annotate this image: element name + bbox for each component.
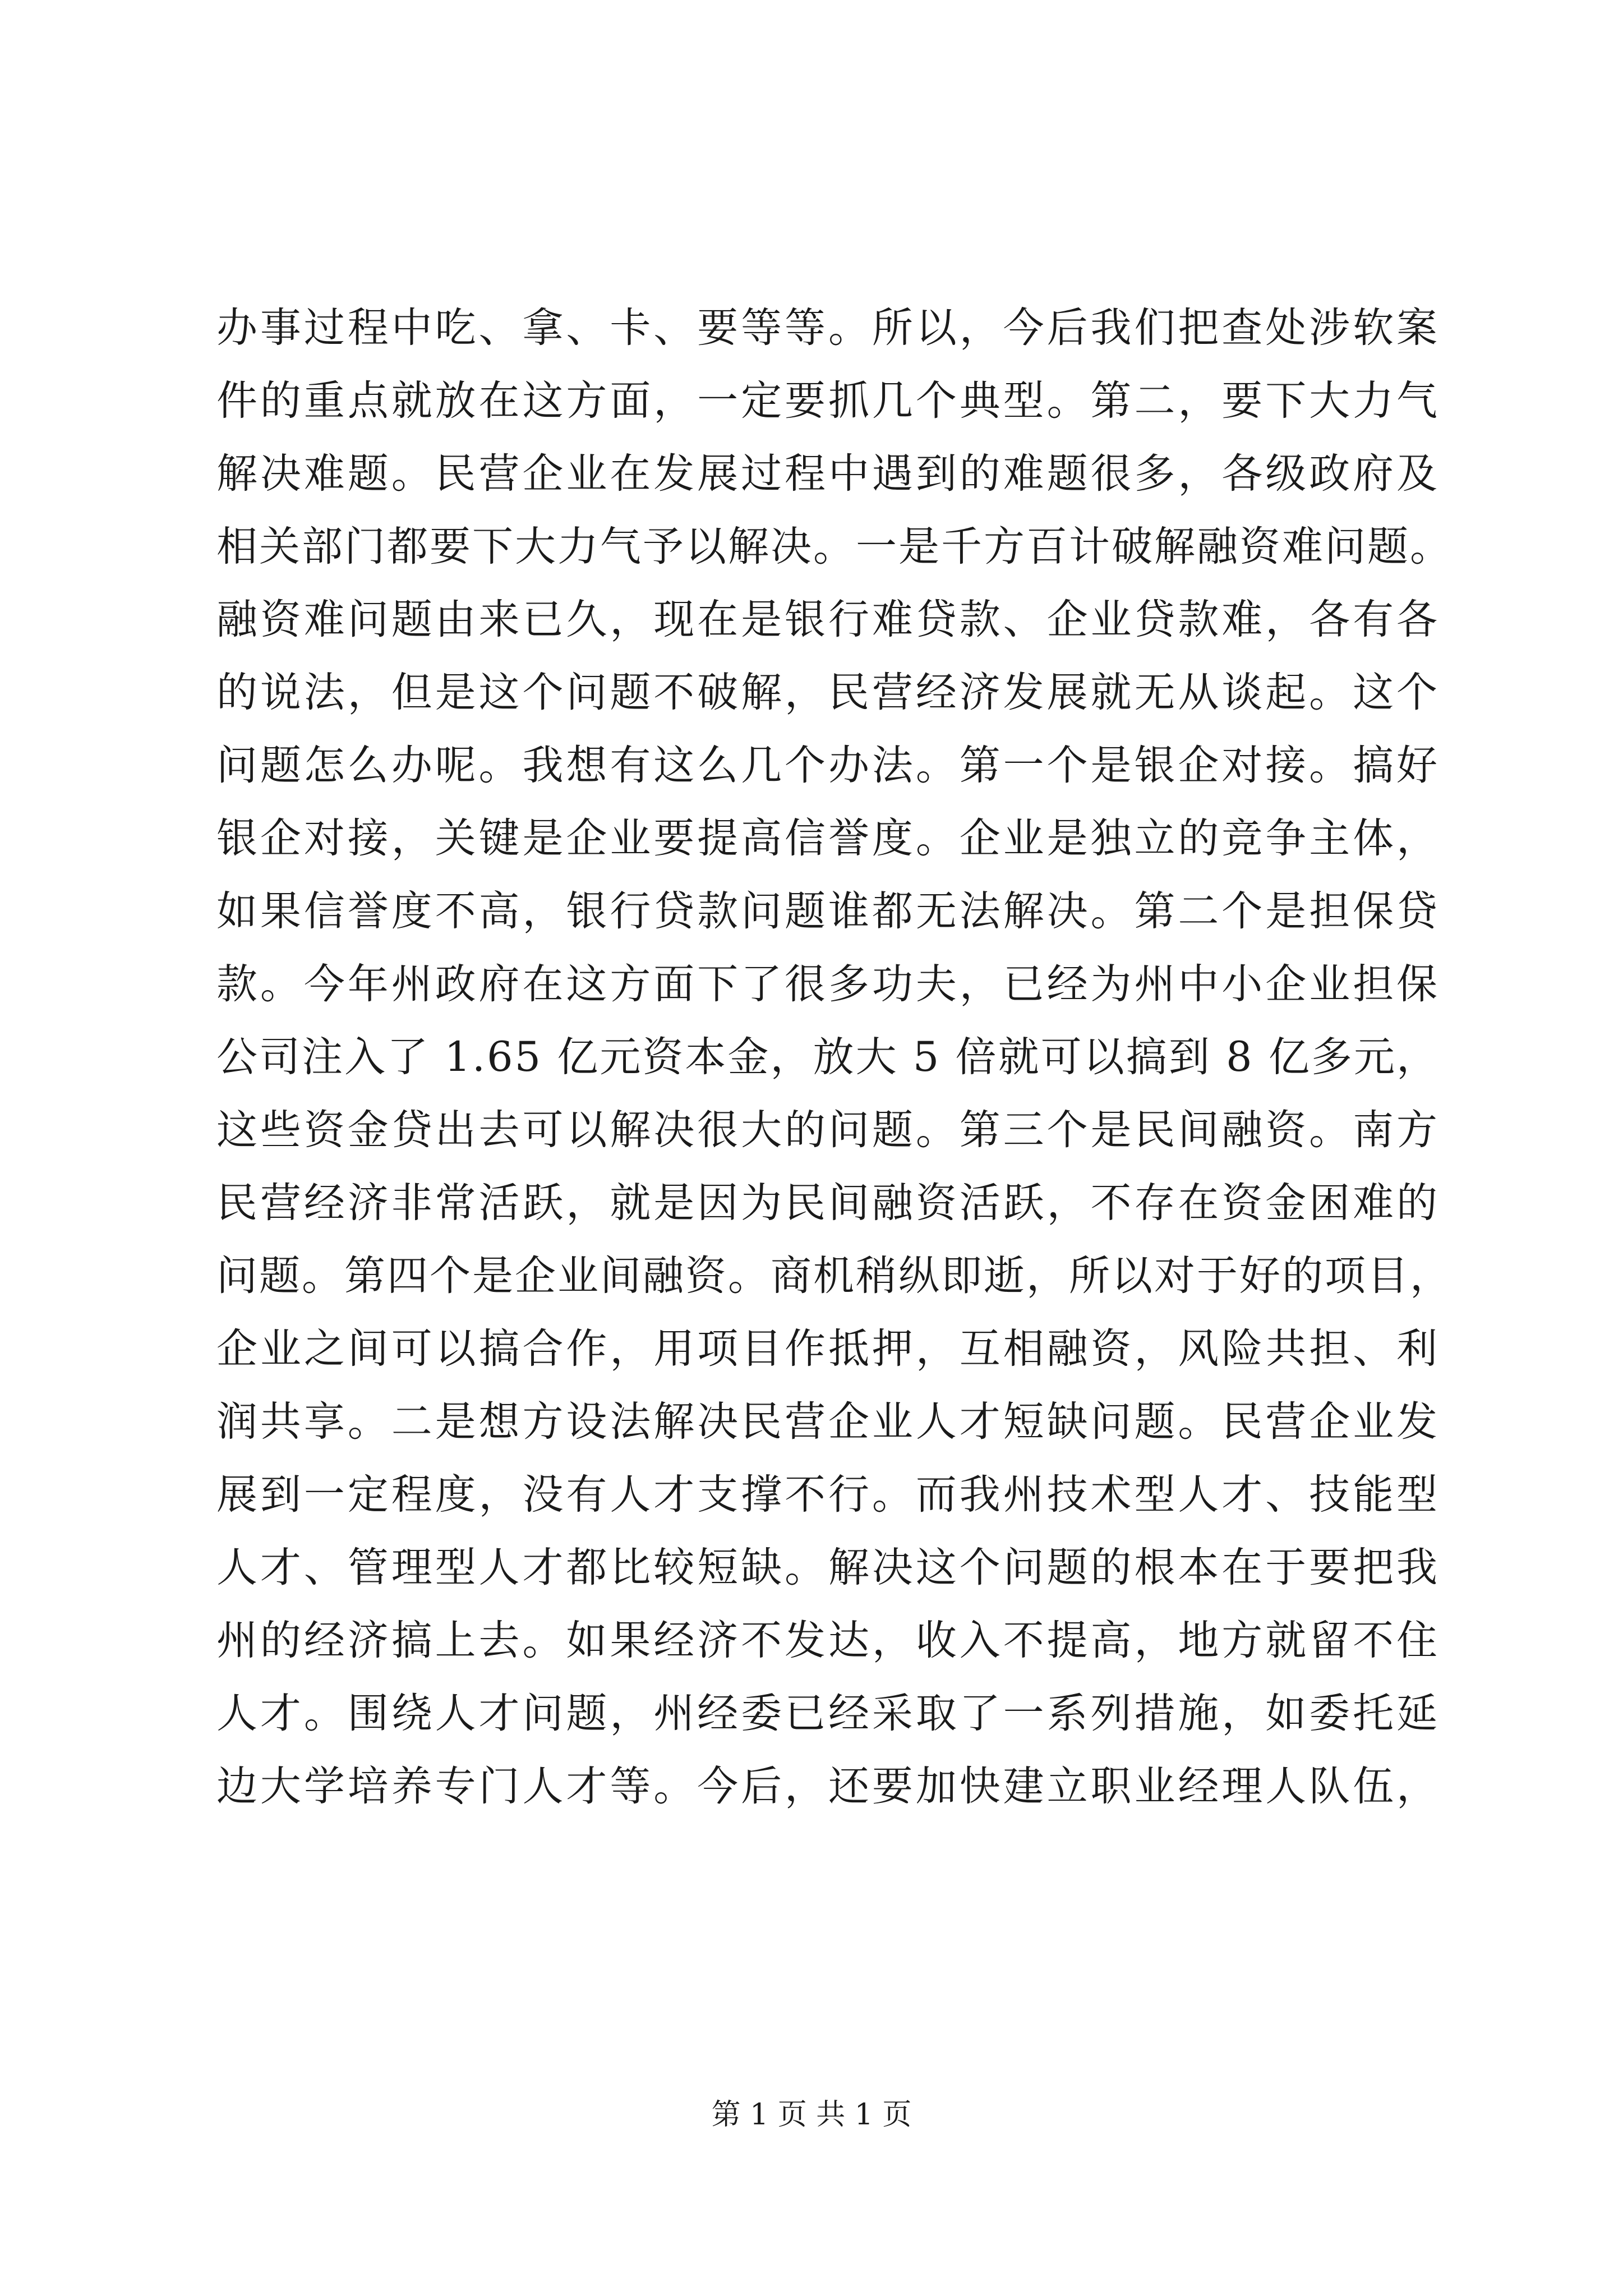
text-line: 这些资金贷出去可以解决很大的问题。第三个是民间融资。南方 — [216, 1106, 1439, 1154]
text-line: 边大学培养专门人才等。今后，还要加快建立职业经理人队伍， — [216, 1763, 1439, 1810]
text-line: 的说法，但是这个问题不破解，民营经济发展就无从谈起。这个 — [216, 669, 1439, 716]
text-line: 融资难问题由来已久，现在是银行难贷款、企业贷款难，各有各 — [216, 596, 1439, 643]
text-line: 款。今年州政府在这方面下了很多功夫，已经为州中小企业担保 — [216, 960, 1439, 1008]
text-line: 银企对接，关键是企业要提高信誉度。企业是独立的竞争主体， — [216, 815, 1439, 862]
text-line: 相关部门都要下大力气予以解决。一是千方百计破解融资难问题。 — [216, 523, 1453, 570]
text-line: 办事过程中吃、拿、卡、要等等。所以，今后我们把查处涉软案 — [216, 304, 1439, 352]
text-line: 民营经济非常活跃，就是因为民间融资活跃，不存在资金困难的 — [216, 1179, 1439, 1227]
text-line: 问题。第四个是企业间融资。商机稍纵即逝，所以对于好的项目， — [216, 1252, 1453, 1300]
body-text — [216, 292, 1453, 1823]
text-line: 展到一定程度，没有人才支撑不行。而我州技术型人才、技能型 — [216, 1471, 1439, 1519]
text-line: 州的经济搞上去。如果经济不发达，收入不提高，地方就留不住 — [216, 1617, 1439, 1664]
text-line: 人才、管理型人才都比较短缺。解决这个问题的根本在于要把我 — [216, 1544, 1439, 1591]
text-line: 问题怎么办呢。我想有这么几个办法。第一个是银企对接。搞好 — [216, 742, 1439, 789]
text-line: 润共享。二是想方设法解决民营企业人才短缺问题。民营企业发 — [216, 1398, 1439, 1446]
text-line: 解决难题。民营企业在发展过程中遇到的难题很多，各级政府及 — [216, 450, 1439, 498]
text-line: 公司注入了 1.65 亿元资本金，放大 5 倍就可以搞到 8 亿多元， — [216, 1033, 1439, 1081]
text-line: 件的重点就放在这方面，一定要抓几个典型。第二，要下大力气 — [216, 377, 1439, 425]
text-line: 如果信誉度不高，银行贷款问题谁都无法解决。第二个是担保贷 — [216, 887, 1439, 935]
page-footer: 第 1 页 共 1 页 — [711, 2098, 912, 2132]
text-line: 人才。围绕人才问题，州经委已经采取了一系列措施，如委托延 — [216, 1690, 1439, 1737]
text-line: 企业之间可以搞合作，用项目作抵押，互相融资，风险共担、利 — [216, 1325, 1439, 1373]
